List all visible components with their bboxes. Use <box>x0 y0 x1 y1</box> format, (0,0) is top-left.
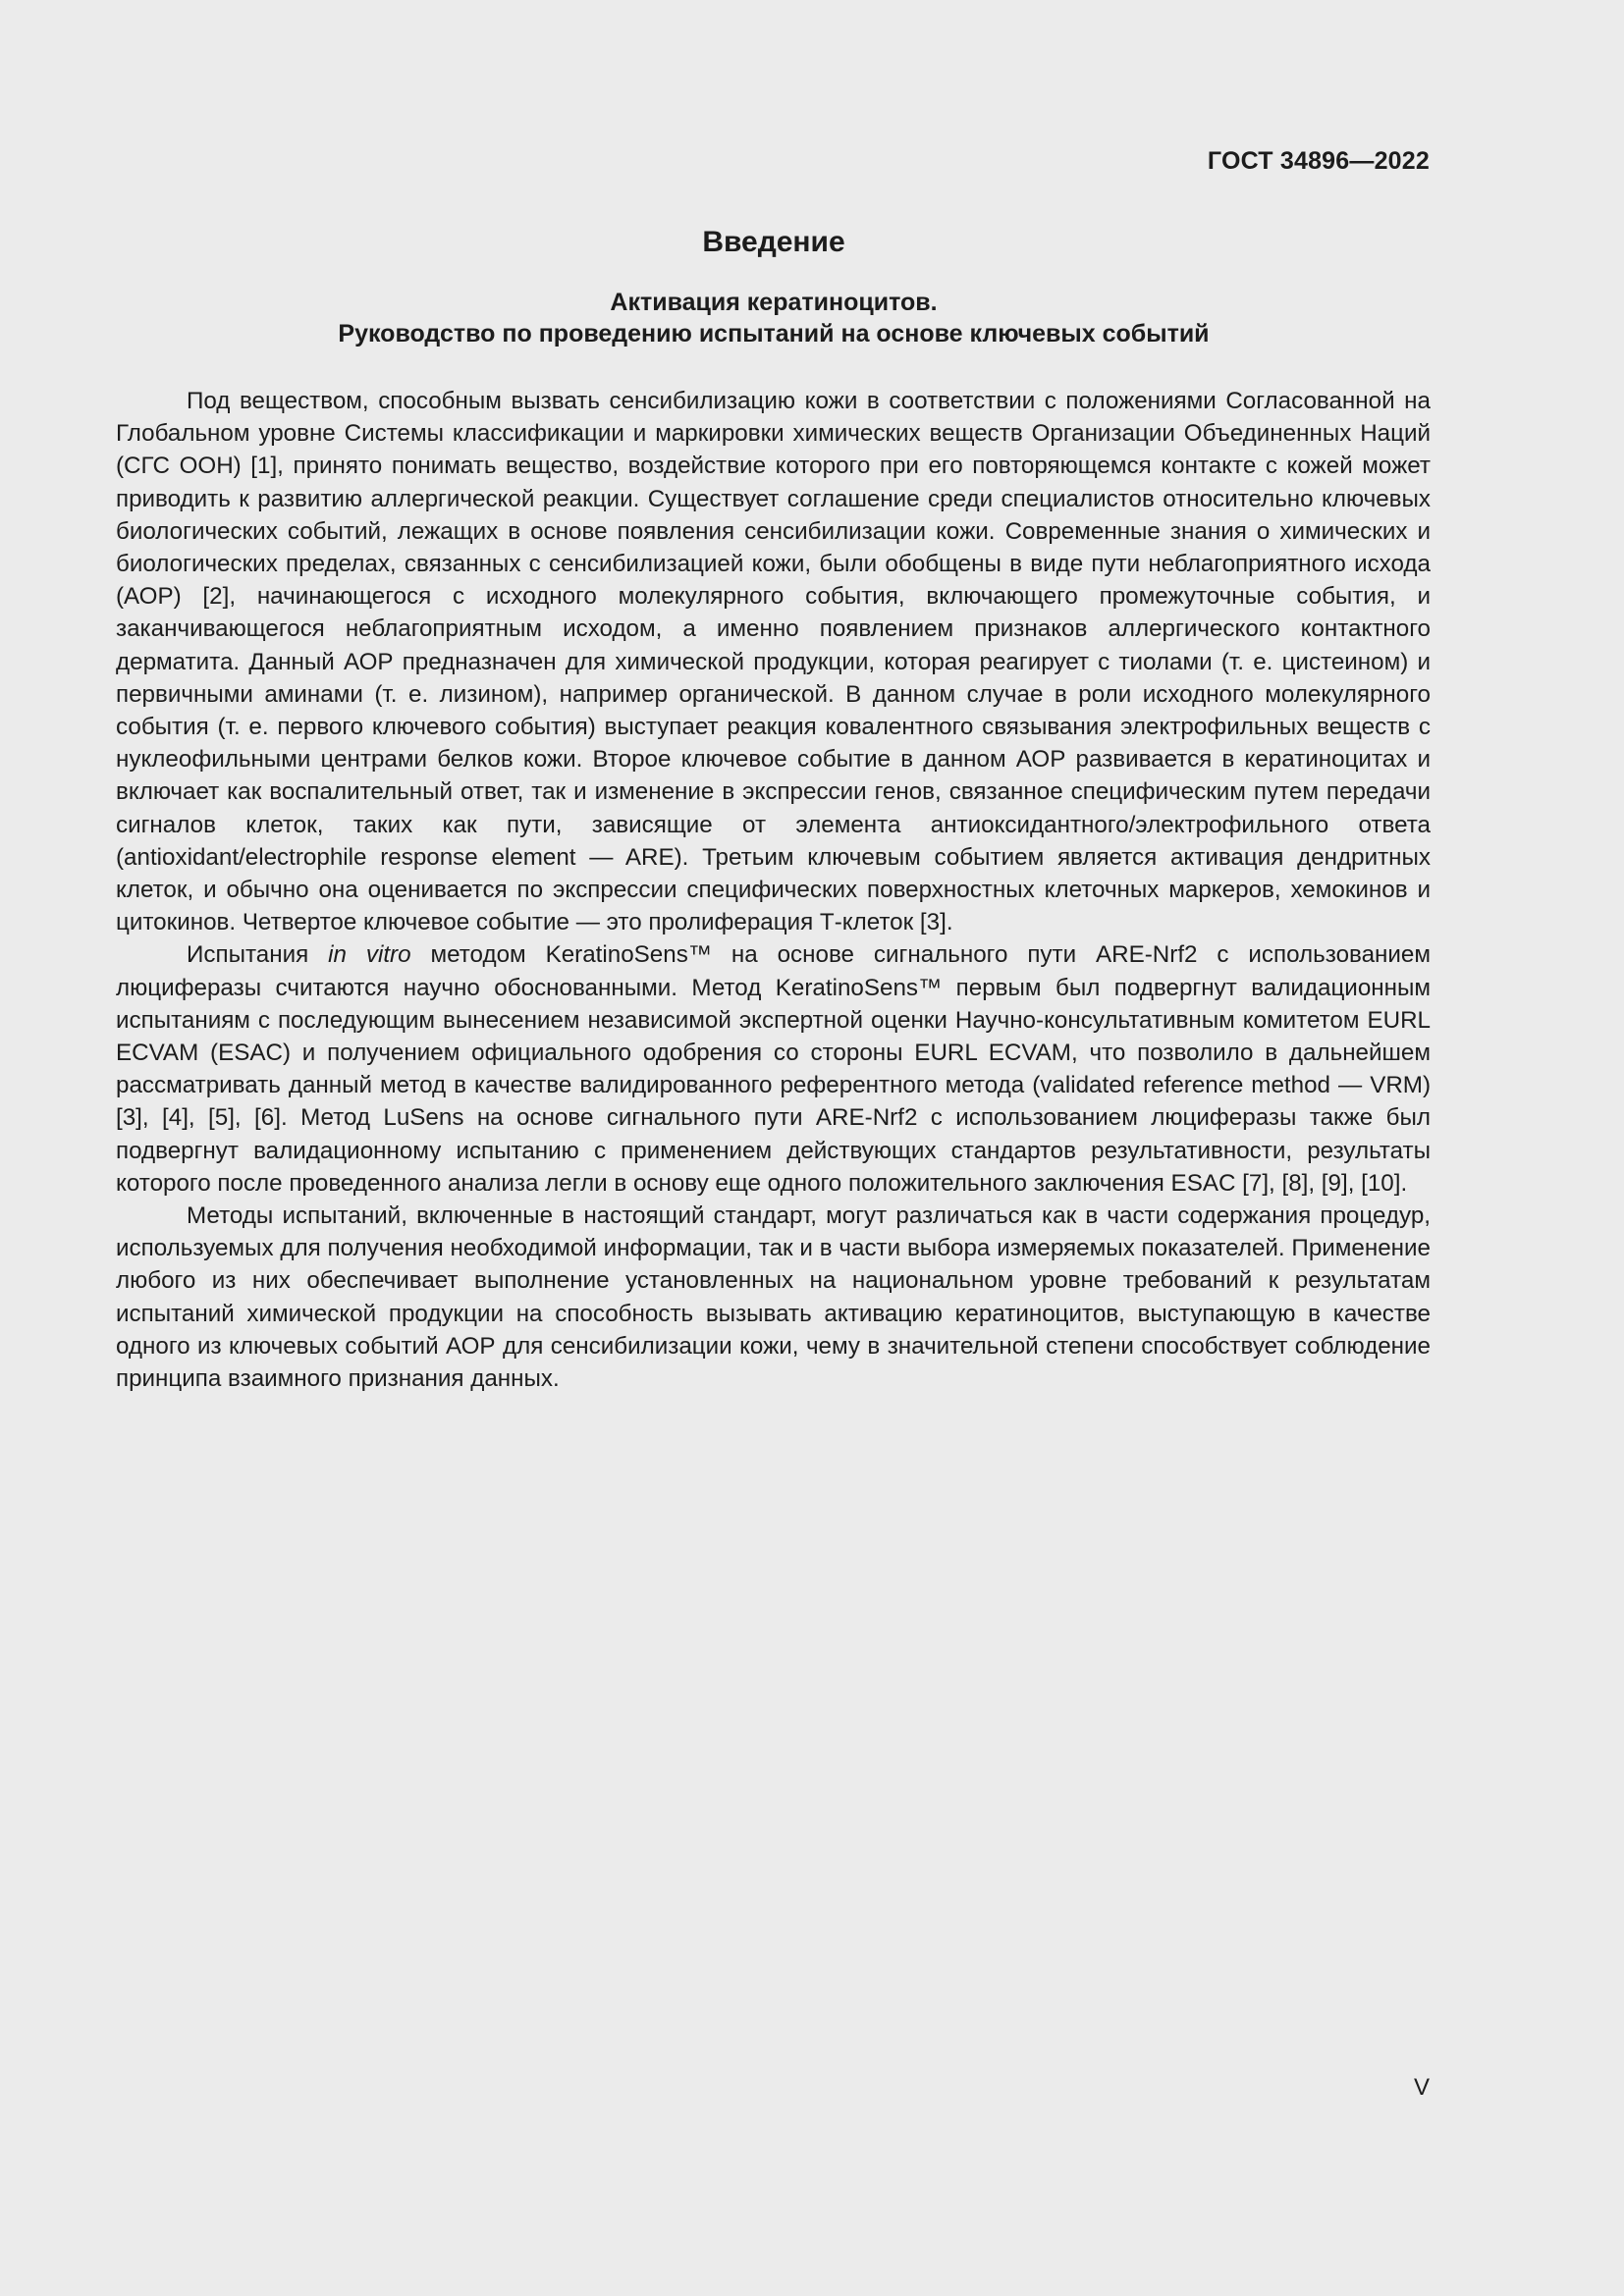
paragraph-1: Под веществом, способным вызвать сенсибилизацию кожи в соответствии с положениями Согласованной на Глобальном уровне Системы классификации и маркировки химических веществ Организации Объединенных Наций (СГС ООН) [1], принято понимать вещество, воздействие которого при его повторяющемся контакте с кожей может приводить к развитию аллергической реакции. Существует соглашение среди специалистов относительно ключевых биологических событий, лежащих в основе появления сенсибилизации кожи. Современные знания о химических и биологических пределах, связанных с сенсибилизацией кожи, были обобщены в виде пути неблагоприятного исхода (АОР) [2], начинающегося с исходного молекулярного события, включающего промежуточные события, и заканчивающегося неблагоприятным исходом, а именно появлением признаков аллергического контактного дерматита. Данный АОР предназначен для химической продукции, которая реагирует с тиолами (т. е. цистеином) и первичными аминами (т. е. лизином), например органической. В данном случае в роли исходного молекулярного события (т. е. первого ключевого события) выступает реакция ковалентного связывания электрофильных веществ с нуклеофильными центрами белков кожи. Второе ключевое событие в данном АОР развивается в кератиноцитах и включает как воспалительный ответ, так и изменение в экспрессии генов, связанное специфическим путем передачи сигналов клеток, таких как пути, зависящие от элемента антиоксидантного/электрофильного ответа (antioxidant/electrophile response element — ARE). Третьим ключевым событием является активация дендритных клеток, и обычно она оценивается по экспрессии специфических поверхностных клеточных маркеров, хемокинов и цитокинов. Четвертое ключевое событие — это пролиферация Т-клеток [3]. <box>116 388 1431 936</box>
paragraph-2-italic-term: in vitro <box>328 941 411 969</box>
section-subtitle <box>0 287 1547 349</box>
document-code: ГОСТ 34896—2022 <box>1207 147 1430 175</box>
paragraph-2 <box>116 938 1431 1200</box>
paragraph-3: Методы испытаний, включенные в настоящий стандарт, могут различаться как в части содержания процедур, используемых для получения необходимой информации, так и в части выбора измеряемых показателей. Применение любого из них обеспечивает выполнение установленных на национальном уровне требований к результатам испытаний химической продукции на способность вызывать активацию кератиноцитов, выступающую в качестве одного из ключевых событий АОР для сенсибилизации кожи, чему в значительной степени способствует соблюдение принципа взаимного признания данных. <box>116 1202 1431 1393</box>
page-number: V <box>1413 2074 1430 2101</box>
body-text <box>116 385 1431 1395</box>
subtitle-line-1: Активация кератиноцитов. <box>610 289 938 316</box>
subtitle-line-2: Руководство по проведению испытаний на основе ключевых событий <box>338 320 1210 347</box>
paragraph-2-start: Испытания <box>187 941 329 969</box>
paragraph-2-rest: методом KeratinoSens™ на основе сигнального пути ARE-Nrf2 с использованием люциферазы считаются научно обоснованными. Метод KeratinoSens™ первым был подвергнут валидационным испытаниям с последующим вынесением независимой экспертной оценки Научно-консультативным комитетом EURL ECVAM (ESAC) и получением официального одобрения со стороны EURL ECVAM, что позволило в дальнейшем рассматривать данный метод в качестве валидированного референтного метода (validated reference method — VRM) [3], [4], [5], [6]. Метод LuSens на основе сигнального пути ARE-Nrf2 с использованием люциферазы также был подвергнут валидационному испытанию с применением действующих стандартов результативности, результаты которого после проведенного анализа легли в основу еще одного положительного заключения ESAC [7], [8], [9], [10]. <box>116 941 1431 1197</box>
section-title: Введение <box>702 226 845 258</box>
